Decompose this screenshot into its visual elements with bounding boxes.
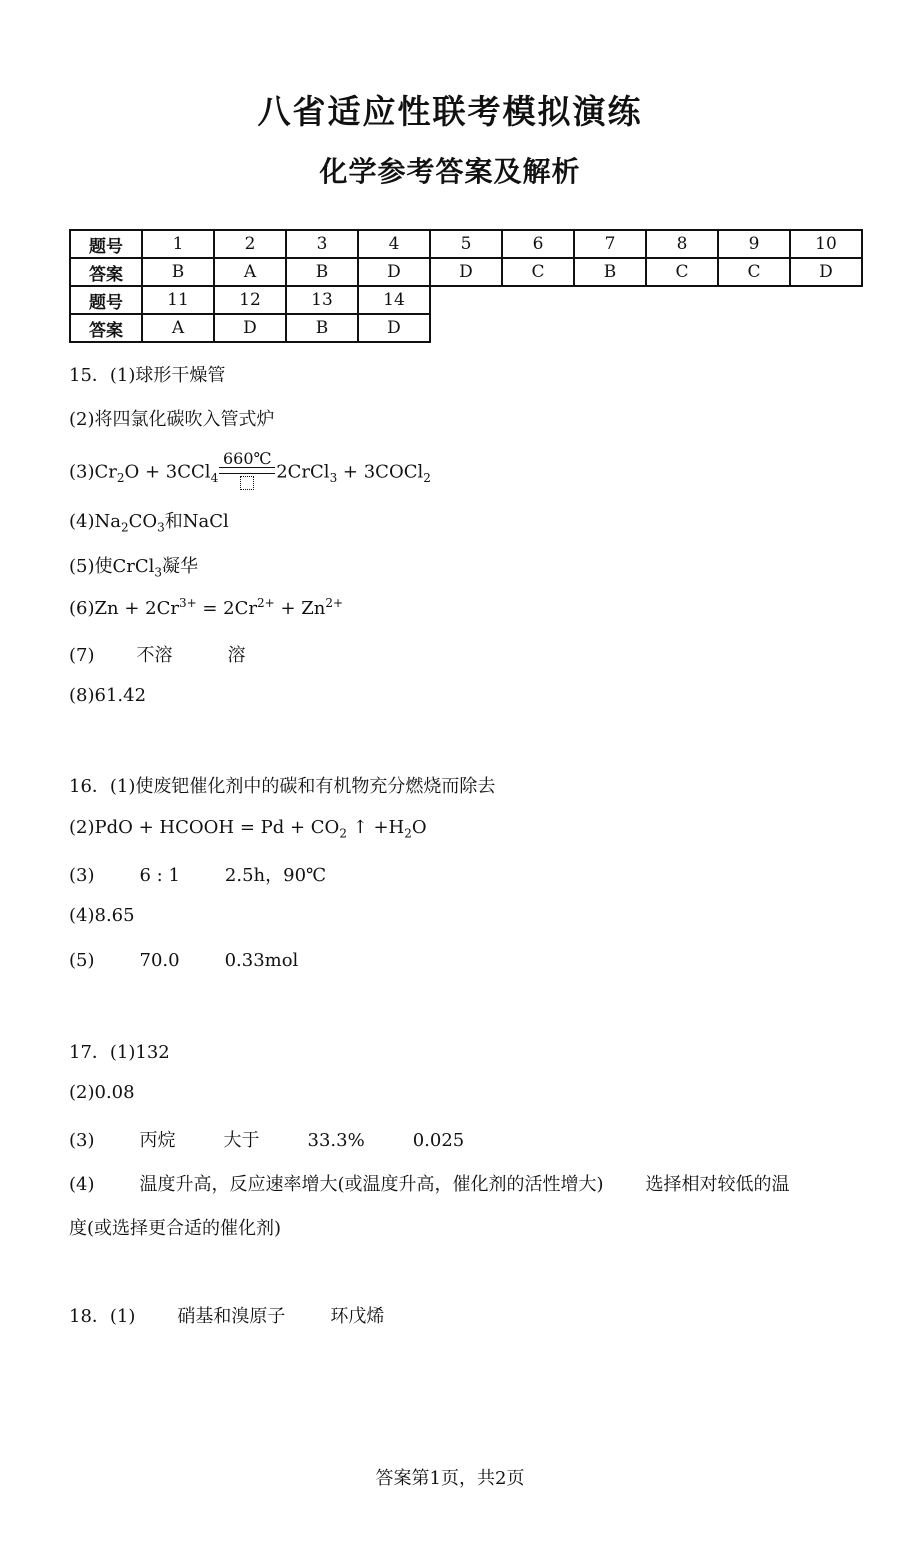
answer-cell: D <box>790 258 862 286</box>
answer-label: 答案 <box>70 258 142 286</box>
table-empty-area <box>430 286 862 314</box>
q15-line-5: (5)使CrCl$_3$凝华 <box>69 556 199 580</box>
q17-line-4: (4) 温度升高，反应速率增大(或温度升高，催化剂的活性增大) 选择相对较低的温 <box>69 1174 790 1195</box>
question-number: 6 <box>502 230 574 258</box>
q15-line-1: 15．(1)球形干燥管 <box>69 365 226 386</box>
question-number: 4 <box>358 230 430 258</box>
answer-cell: B <box>574 258 646 286</box>
blank-box-icon <box>240 476 254 490</box>
question-number: 12 <box>214 286 286 314</box>
q16-line-3: (3) 6 : 1 2.5h，90℃ <box>69 865 327 886</box>
answer-cell: B <box>286 314 358 342</box>
q16-line-5: (5) 70.0 0.33mol <box>69 950 299 971</box>
answer-table <box>69 229 863 343</box>
q15-line-4: $(4)Na_2CO_3$和NaCl <box>69 511 229 535</box>
question-number: 5 <box>430 230 502 258</box>
table-row <box>70 230 862 258</box>
answer-cell: D <box>430 258 502 286</box>
q15-line-2: (2)将四氯化碳吹入管式炉 <box>69 409 275 430</box>
answer-cell: D <box>358 314 430 342</box>
question-number: 9 <box>718 230 790 258</box>
answer-cell: B <box>286 258 358 286</box>
answer-cell: A <box>142 314 214 342</box>
answer-cell: B <box>142 258 214 286</box>
q17-line-5: 度(或选择更合适的催化剂) <box>69 1218 282 1239</box>
question-number: 10 <box>790 230 862 258</box>
question-number: 8 <box>646 230 718 258</box>
answer-cell: D <box>214 314 286 342</box>
answer-label: 答案 <box>70 314 142 342</box>
page-title: 八省适应性联考模拟演练 <box>257 92 643 131</box>
q15-line-7: (7) 不溶 溶 <box>69 645 246 666</box>
answer-cell: C <box>718 258 790 286</box>
question-number: 7 <box>574 230 646 258</box>
question-number: 1 <box>142 230 214 258</box>
header-label: 题号 <box>70 286 142 314</box>
question-number: 13 <box>286 286 358 314</box>
question-number: 11 <box>142 286 214 314</box>
q15-line-8: (8)61.42 <box>69 685 147 706</box>
q17-line-3: (3) 丙烷 大于 33.3% 0.025 <box>69 1130 465 1151</box>
question-number: 3 <box>286 230 358 258</box>
page-footer: 答案第1页，共2页 <box>375 1468 525 1489</box>
page-subtitle: 化学参考答案及解析 <box>319 155 581 188</box>
q15-line-6: $(6)Zn + 2Cr^{3+} = 2Cr^{2+} + Zn^{2+}$ <box>69 596 344 619</box>
header-label: 题号 <box>70 230 142 258</box>
q16-line-1: 16．(1)使废钯催化剂中的碳和有机物充分燃烧而除去 <box>69 776 496 797</box>
answer-cell: D <box>358 258 430 286</box>
table-empty-area <box>430 314 862 342</box>
q18-line-1: 18．(1) 硝基和溴原子 环戊烯 <box>69 1306 385 1327</box>
answer-cell: C <box>646 258 718 286</box>
question-number: 2 <box>214 230 286 258</box>
table-row <box>70 258 862 286</box>
q17-line-2: (2)0.08 <box>69 1082 135 1103</box>
question-number: 14 <box>358 286 430 314</box>
q15-equation: $(3)Cr_2O + 3CCl_4$ 660℃ 2CrCl$_3$ + 3COCl$_2$ <box>69 450 431 495</box>
q17-line-1: 17．(1)132 <box>69 1042 170 1063</box>
answer-cell: A <box>214 258 286 286</box>
table-row <box>70 286 862 314</box>
q16-line-2: (2)PdO + HCOOH = $Pd + CO_2$ ↑ $+H_2O$ <box>69 817 427 841</box>
answer-cell: C <box>502 258 574 286</box>
table-row <box>70 314 862 342</box>
q16-line-4: (4)8.65 <box>69 905 135 926</box>
reaction-condition: 660℃ <box>219 450 275 495</box>
